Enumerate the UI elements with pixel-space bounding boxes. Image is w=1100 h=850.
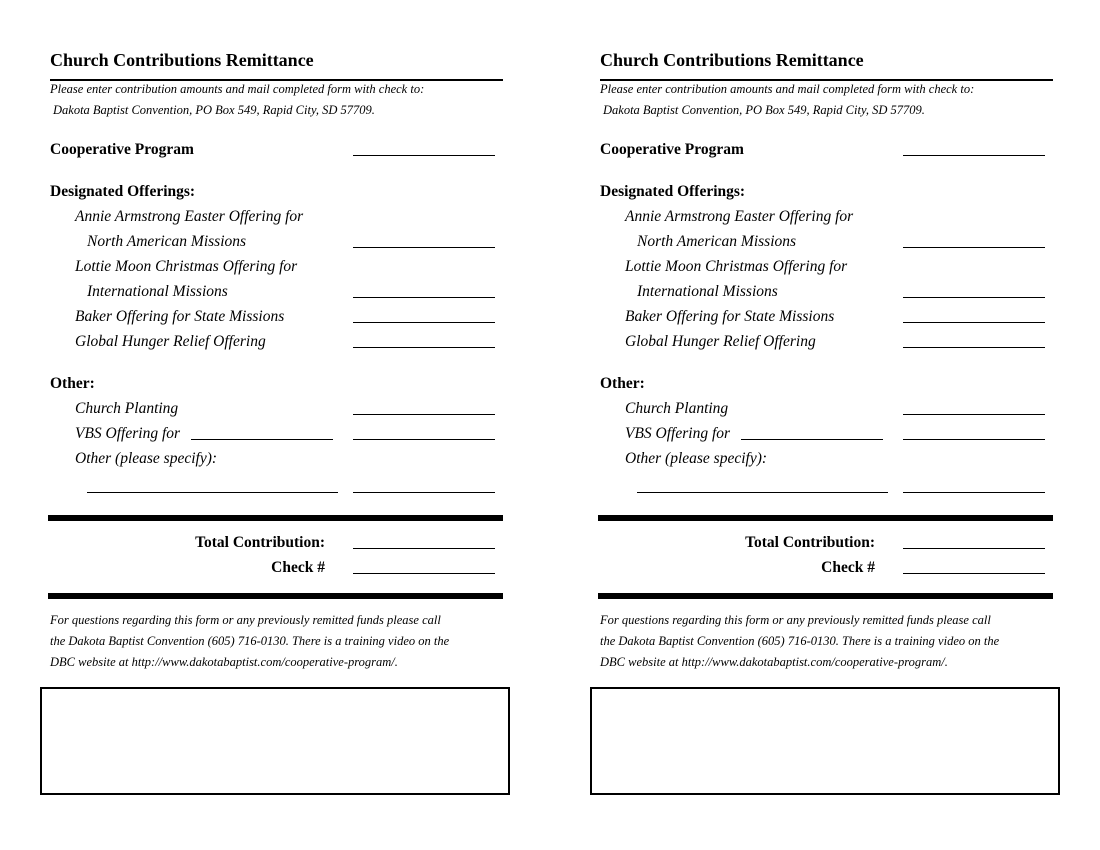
other-amount-field[interactable] xyxy=(353,492,495,493)
total-contribution-label: Total Contribution: xyxy=(195,534,325,551)
cooperative-program-amount-field[interactable] xyxy=(353,155,495,156)
vbs-offering-name-field[interactable] xyxy=(741,439,883,440)
vbs-offering-label: VBS Offering for xyxy=(75,425,181,442)
vbs-offering-amount-field[interactable] xyxy=(903,439,1045,440)
global-hunger-amount-field[interactable] xyxy=(353,347,495,348)
annie-armstrong-label-line-2: North American Missions xyxy=(87,233,247,250)
church-planting-label: Church Planting xyxy=(625,400,729,417)
footer-line-1: For questions regarding this form or any previously remitted funds please call xyxy=(50,613,441,627)
title-divider xyxy=(50,79,503,81)
other-heading: Other: xyxy=(50,375,95,392)
form-title: Church Contributions Remittance xyxy=(600,50,864,70)
footer-line-1: For questions regarding this form or any previously remitted funds please call xyxy=(600,613,991,627)
vbs-offering-amount-field[interactable] xyxy=(353,439,495,440)
footer-line-2: the Dakota Baptist Convention (605) 716-0130. There is a training video on the xyxy=(50,634,450,648)
check-number-field[interactable] xyxy=(903,573,1045,574)
form-title: Church Contributions Remittance xyxy=(50,50,314,70)
lottie-moon-label-line-2: International Missions xyxy=(87,283,228,300)
church-planting-amount-field[interactable] xyxy=(353,414,495,415)
cooperative-program-label: Cooperative Program xyxy=(600,141,744,158)
instructions-line-2: Dakota Baptist Convention, PO Box 549, Rapid City, SD 57709. xyxy=(603,103,925,117)
vbs-offering-label: VBS Offering for xyxy=(625,425,731,442)
title-divider xyxy=(600,79,1053,81)
church-info-box[interactable] xyxy=(40,687,510,795)
total-contribution-field[interactable] xyxy=(903,548,1045,549)
lottie-moon-label-line-1: Lottie Moon Christmas Offering for xyxy=(625,258,848,275)
church-planting-amount-field[interactable] xyxy=(903,414,1045,415)
annie-armstrong-amount-field[interactable] xyxy=(353,247,495,248)
total-contribution-label: Total Contribution: xyxy=(745,534,875,551)
baker-offering-label: Baker Offering for State Missions xyxy=(625,308,835,325)
global-hunger-label: Global Hunger Relief Offering xyxy=(625,333,816,350)
annie-armstrong-amount-field[interactable] xyxy=(903,247,1045,248)
cooperative-program-label: Cooperative Program xyxy=(50,141,194,158)
vbs-offering-name-field[interactable] xyxy=(191,439,333,440)
other-specify-label: Other (please specify): xyxy=(625,450,768,467)
footer-line-3: DBC website at http://www.dakotabaptist.com/cooperative-program/. xyxy=(50,655,398,669)
other-amount-field[interactable] xyxy=(903,492,1045,493)
designated-offerings-heading: Designated Offerings: xyxy=(50,183,196,200)
lottie-moon-amount-field[interactable] xyxy=(353,297,495,298)
annie-armstrong-label-line-1: Annie Armstrong Easter Offering for xyxy=(625,208,854,225)
check-number-field[interactable] xyxy=(353,573,495,574)
other-specify-field[interactable] xyxy=(637,492,888,493)
global-hunger-label: Global Hunger Relief Offering xyxy=(75,333,266,350)
remittance-form-left xyxy=(40,0,510,850)
check-number-label: Check # xyxy=(821,559,875,576)
other-specify-label: Other (please specify): xyxy=(75,450,218,467)
annie-armstrong-label-line-2: North American Missions xyxy=(637,233,797,250)
other-specify-field[interactable] xyxy=(87,492,338,493)
total-divider-bottom xyxy=(598,593,1053,599)
church-info-box[interactable] xyxy=(590,687,1060,795)
lottie-moon-label-line-2: International Missions xyxy=(637,283,778,300)
lottie-moon-amount-field[interactable] xyxy=(903,297,1045,298)
instructions-line-2: Dakota Baptist Convention, PO Box 549, Rapid City, SD 57709. xyxy=(53,103,375,117)
total-contribution-field[interactable] xyxy=(353,548,495,549)
baker-offering-label: Baker Offering for State Missions xyxy=(75,308,285,325)
instructions-line-1: Please enter contribution amounts and mail completed form with check to: xyxy=(50,82,425,96)
check-number-label: Check # xyxy=(271,559,325,576)
designated-offerings-heading: Designated Offerings: xyxy=(600,183,746,200)
total-divider-top xyxy=(598,515,1053,521)
baker-offering-amount-field[interactable] xyxy=(903,322,1045,323)
annie-armstrong-label-line-1: Annie Armstrong Easter Offering for xyxy=(75,208,304,225)
total-divider-bottom xyxy=(48,593,503,599)
remittance-form-right xyxy=(590,0,1060,850)
total-divider-top xyxy=(48,515,503,521)
footer-line-2: the Dakota Baptist Convention (605) 716-0130. There is a training video on the xyxy=(600,634,1000,648)
global-hunger-amount-field[interactable] xyxy=(903,347,1045,348)
footer-line-3: DBC website at http://www.dakotabaptist.com/cooperative-program/. xyxy=(600,655,948,669)
instructions-line-1: Please enter contribution amounts and mail completed form with check to: xyxy=(600,82,975,96)
baker-offering-amount-field[interactable] xyxy=(353,322,495,323)
cooperative-program-amount-field[interactable] xyxy=(903,155,1045,156)
lottie-moon-label-line-1: Lottie Moon Christmas Offering for xyxy=(75,258,298,275)
church-planting-label: Church Planting xyxy=(75,400,179,417)
other-heading: Other: xyxy=(600,375,645,392)
